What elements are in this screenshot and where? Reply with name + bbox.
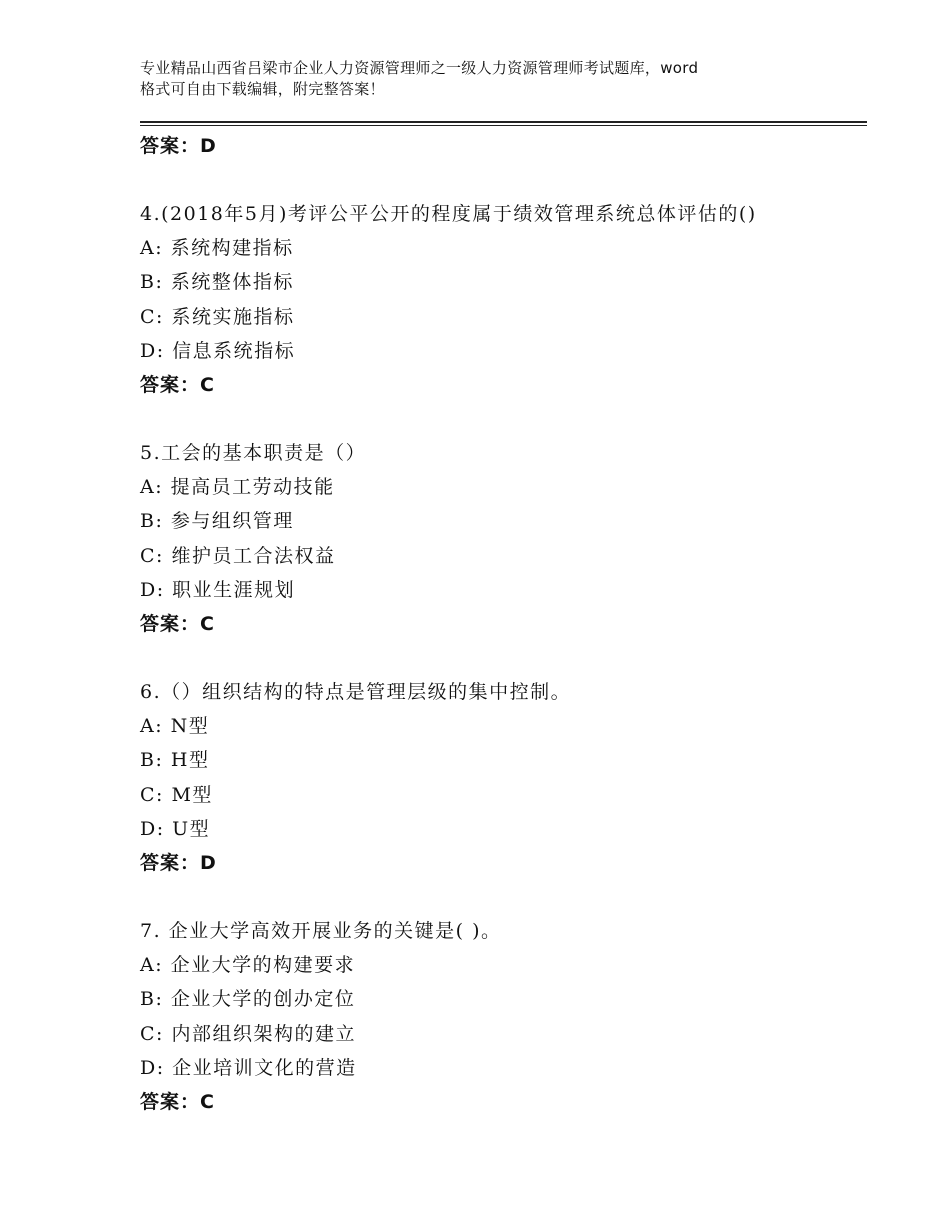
question-4-option-d: D: 信息系统指标: [140, 340, 296, 362]
question-5-text: 5.工会的基本职责是（）: [140, 442, 367, 464]
question-6-option-c: C: M型: [140, 784, 213, 806]
question-4-option-c: C: 系统实施指标: [140, 306, 295, 328]
question-4-text: 4.(2018年5月)考评公平公开的程度属于绩效管理系统总体评估的(): [140, 203, 757, 225]
question-7-option-a: A: 企业大学的构建要求: [140, 954, 356, 976]
document-header: [140, 58, 830, 100]
question-6-option-a: A: N型: [140, 715, 210, 737]
header-rule-thick: [140, 121, 867, 123]
question-5-option-a: A: 提高员工劳动技能: [140, 476, 335, 498]
header-line-2: 格式可自由下载编辑，附完整答案！: [140, 80, 385, 98]
question-5-option-d: D: 职业生涯规划: [140, 579, 296, 601]
header-line-1: 专业精品山西省吕梁市企业人力资源管理师之一级人力资源管理师考试题库，word: [140, 59, 699, 77]
question-5-answer: 答案：C: [140, 613, 215, 635]
question-5-option-c: C: 维护员工合法权益: [140, 545, 336, 567]
question-7-option-b: B: 企业大学的创办定位: [140, 988, 356, 1010]
question-4-answer: 答案：C: [140, 374, 215, 396]
question-7-text: 7. 企业大学高效开展业务的关键是( )。: [140, 920, 502, 942]
answer-prev: 答案：D: [140, 135, 217, 157]
question-4-option-b: B: 系统整体指标: [140, 271, 294, 293]
question-6-text: 6.（）组织结构的特点是管理层级的集中控制。: [140, 681, 572, 703]
question-4-option-a: A: 系统构建指标: [140, 237, 294, 259]
question-7-option-d: D: 企业培训文化的营造: [140, 1057, 357, 1079]
question-7-option-c: C: 内部组织架构的建立: [140, 1023, 356, 1045]
question-6-option-b: B: H型: [140, 749, 210, 771]
question-7-answer: 答案：C: [140, 1091, 215, 1113]
question-6-answer: 答案：D: [140, 852, 217, 874]
header-rule-thin: [140, 125, 867, 126]
question-6-option-d: D: U型: [140, 818, 211, 840]
question-5-option-b: B: 参与组织管理: [140, 510, 294, 532]
